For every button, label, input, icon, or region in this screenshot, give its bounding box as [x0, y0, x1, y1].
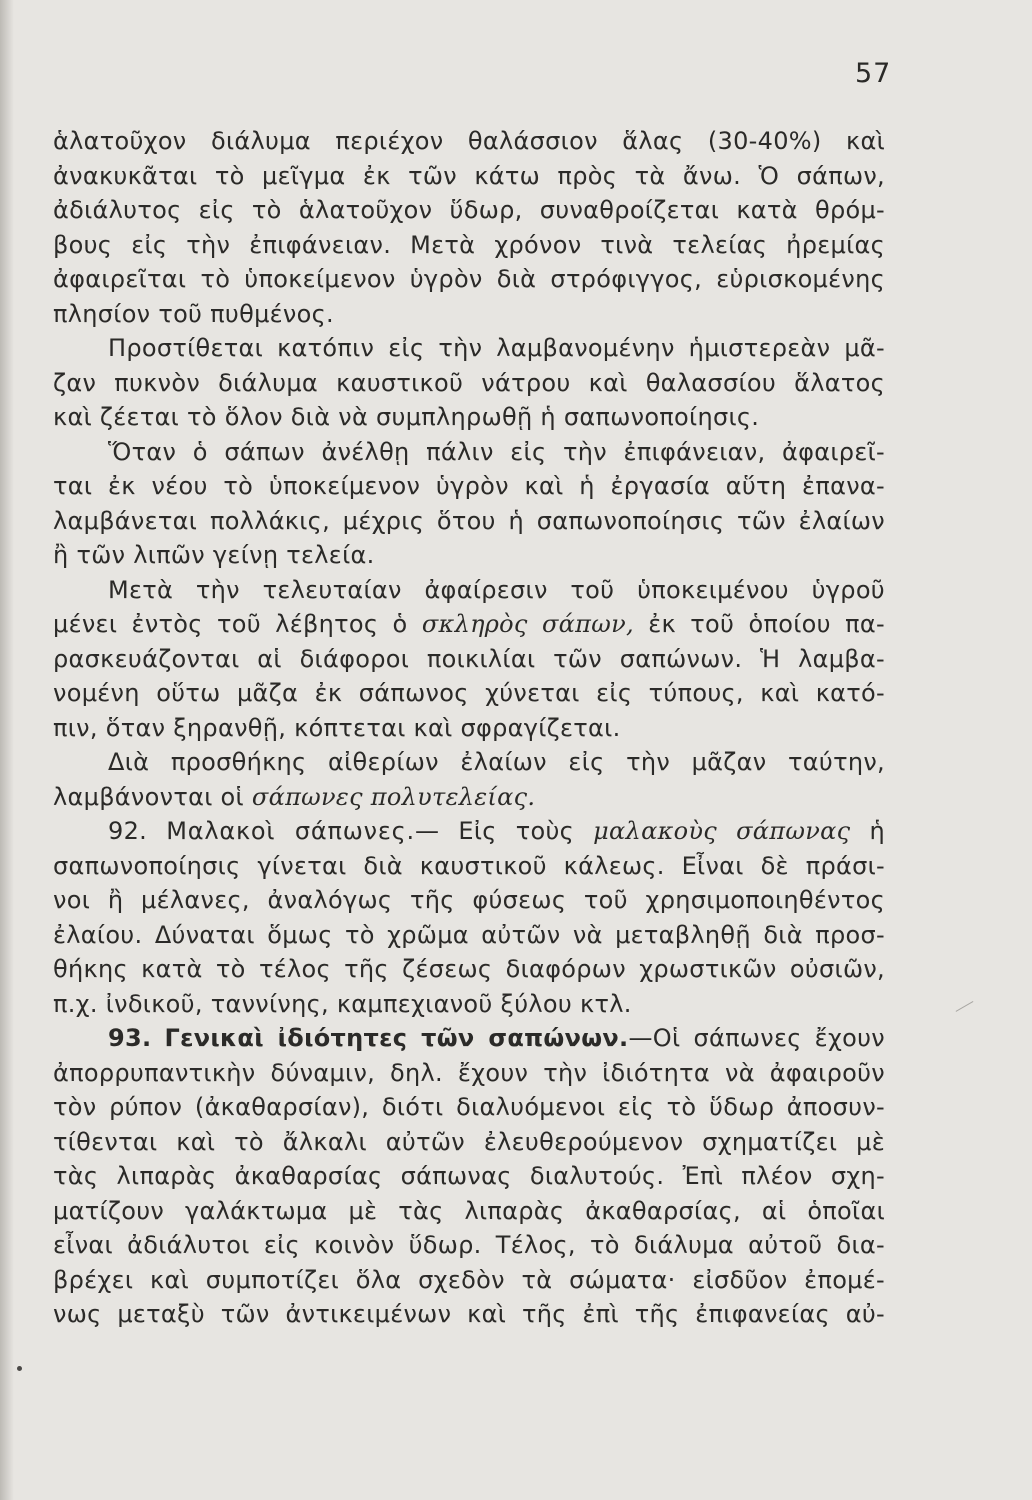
- ink-dot: [17, 1366, 22, 1371]
- section-number: 92.: [108, 817, 148, 845]
- text-line: ρασκευάζονται αἱ διάφοροι ποικιλίαι τῶν σαπώνων. Ἡ λαμβα-: [53, 644, 885, 673]
- text-line: ἀφαιρεῖται τὸ ὑποκείμενον ὑγρὸν διὰ στρόφιγγος, εὑρισκομένης: [53, 265, 885, 293]
- text-line: π.χ. ἰνδικοῦ, ταννίνης, καμπεχιανοῦ ξύλου κτλ.: [53, 989, 632, 1018]
- text-line: ἁλατοῦχον διάλυμα περιέχον θαλάσσιον ἅλας (30-40%) καὶ: [53, 127, 885, 155]
- text-line: σαπωνοποίησις γίνεται διὰ καυστικοῦ κάλεως. Εἶναι δὲ πράσι-: [53, 851, 885, 880]
- text-line: νοι ἢ μέλανες, ἀναλόγως τῆς φύσεως τοῦ χρησιμοποιηθέντος: [53, 886, 885, 914]
- text-line: εἶναι ἀδιάλυτοι εἰς κοινὸν ὕδωρ. Τέλος, τὸ διάλυμα αὐτοῦ δια-: [53, 1231, 885, 1259]
- body-text: [53, 124, 885, 1332]
- section-heading-92: [53, 814, 885, 849]
- text-line: πλησίον τοῦ πυθμένος.: [53, 299, 334, 328]
- text-fragment: μένει ἐντὸς τοῦ λέβητος ὁ: [53, 610, 422, 638]
- text-line: Ὅταν ὁ σάπων ἀνέλθῃ πάλιν εἰς τὴν ἐπιφάνειαν, ἀφαιρεῖ-: [108, 437, 885, 466]
- text-line: ἀδιάλυτος εἰς τὸ ἁλατοῦχον ὕδωρ, συναθροίζεται κατὰ θρόμ-: [53, 196, 885, 224]
- emphasis-text: σκληρὸς σάπων,: [421, 610, 634, 638]
- text-fragment: λαμβάνονται οἱ: [53, 782, 252, 811]
- text-line: Διὰ προσθήκης αἰθερίων ἐλαίων εἰς τὴν μᾶζαν ταύτην,: [108, 748, 885, 776]
- section-number: 93.: [108, 1024, 152, 1052]
- text-fragment: ἡ: [850, 817, 885, 845]
- text-line: βους εἰς τὴν ἐπιφάνειαν. Μετὰ χρόνον τινὰ τελείας ἠρεμίας: [53, 230, 885, 259]
- text-line: τὸν ρύπον (ἀκαθαρσίαν), διότι διαλυόμενοι εἰς τὸ ὕδωρ ἀποσυν-: [53, 1093, 885, 1121]
- text-line: ται ἐκ νέου τὸ ὑποκείμενον ὑγρὸν καὶ ἡ ἐργασία αὕτη ἐπανα-: [53, 472, 885, 500]
- text-line: ἀνακυκᾶται τὸ μεῖγμα ἐκ τῶν κάτω πρὸς τὰ ἄνω. Ὁ σάπων,: [53, 161, 885, 190]
- text-line: [53, 780, 885, 815]
- text-line: νως μεταξὺ τῶν ἀντικειμένων καὶ τῆς ἐπὶ τῆς ἐπιφανείας αὐ-: [53, 1300, 885, 1328]
- text-line: πιν, ὅταν ξηρανθῇ, κόπτεται καὶ σφραγίζεται.: [53, 713, 621, 742]
- text-line: ζαν πυκνὸν διάλυμα καυστικοῦ νάτρου καὶ θαλασσίου ἅλατος: [53, 368, 885, 397]
- page-edge-shadow: [0, 0, 14, 1500]
- text-line: καὶ ζέεται τὸ ὅλον διὰ νὰ συμπληρωθῇ ἡ σαπωνοποίησις.: [53, 403, 760, 431]
- text-line: νομένη οὕτω μᾶζα ἐκ σάπωνος χύνεται εἰς τύπους, καὶ κατό-: [53, 679, 885, 707]
- text-line: λαμβάνεται πολλάκις, μέχρις ὅτου ἡ σαπωνοποίησις τῶν ἐλαίων: [53, 506, 885, 535]
- text-line: τὰς λιπαρὰς ἀκαθαρσίας σάπωνας διαλυτούς. Ἐπὶ πλέον σχη-: [53, 1162, 885, 1190]
- text-fragment: — Εἰς τοὺς: [414, 817, 594, 845]
- text-line: ματίζουν γαλάκτωμα μὲ τὰς λιπαρὰς ἀκαθαρσίας, αἱ ὁποῖαι: [53, 1196, 885, 1225]
- page-number: 57: [855, 58, 892, 89]
- pencil-mark: [956, 1001, 981, 1024]
- text-line: ἐλαίου. Δύναται ὅμως τὸ χρῶμα αὐτῶν νὰ μεταβληθῇ διὰ προσ-: [53, 920, 885, 949]
- text-line: ἢ τῶν λιπῶν γείνῃ τελεία.: [53, 541, 375, 569]
- emphasis-text: μαλακοὺς σάπωνας: [593, 817, 851, 845]
- section-title: Γενικαὶ ἰδιότητες τῶν σαπώνων.: [164, 1024, 629, 1052]
- text-line: Προστίθεται κατόπιν εἰς τὴν λαμβανομένην ἡμιστερεὰν μᾶ-: [108, 334, 885, 362]
- text-line: θήκης κατὰ τὸ τέλος τῆς ζέσεως διαφόρων χρωστικῶν οὐσιῶν,: [53, 955, 885, 983]
- text-line: τίθενται καὶ τὸ ἄλκαλι αὐτῶν ἐλευθερούμενον σχηματίζει μὲ: [53, 1127, 885, 1156]
- text-line: βρέχει καὶ συμποτίζει ὅλα σχεδὸν τὰ σώματα· εἰσδῦον ἐπομέ-: [53, 1265, 885, 1294]
- text-fragment: —Οἱ σάπωνες ἔχουν: [628, 1024, 885, 1052]
- text-line: [53, 607, 885, 642]
- section-title: Μαλακοὶ σάπωνες.: [166, 817, 415, 845]
- text-line: ἀπορρυπαντικὴν δύναμιν, δηλ. ἔχουν τὴν ἰδιότητα νὰ ἀφαιροῦν: [53, 1058, 885, 1087]
- emphasis-text: σάπωνες πολυτελείας.: [251, 782, 536, 811]
- text-fragment: ἐκ τοῦ ὁποίου πα-: [633, 610, 885, 638]
- section-heading-93: [53, 1021, 885, 1056]
- text-line: Μετὰ τὴν τελευταίαν ἀφαίρεσιν τοῦ ὑποκειμένου ὑγροῦ: [108, 575, 885, 604]
